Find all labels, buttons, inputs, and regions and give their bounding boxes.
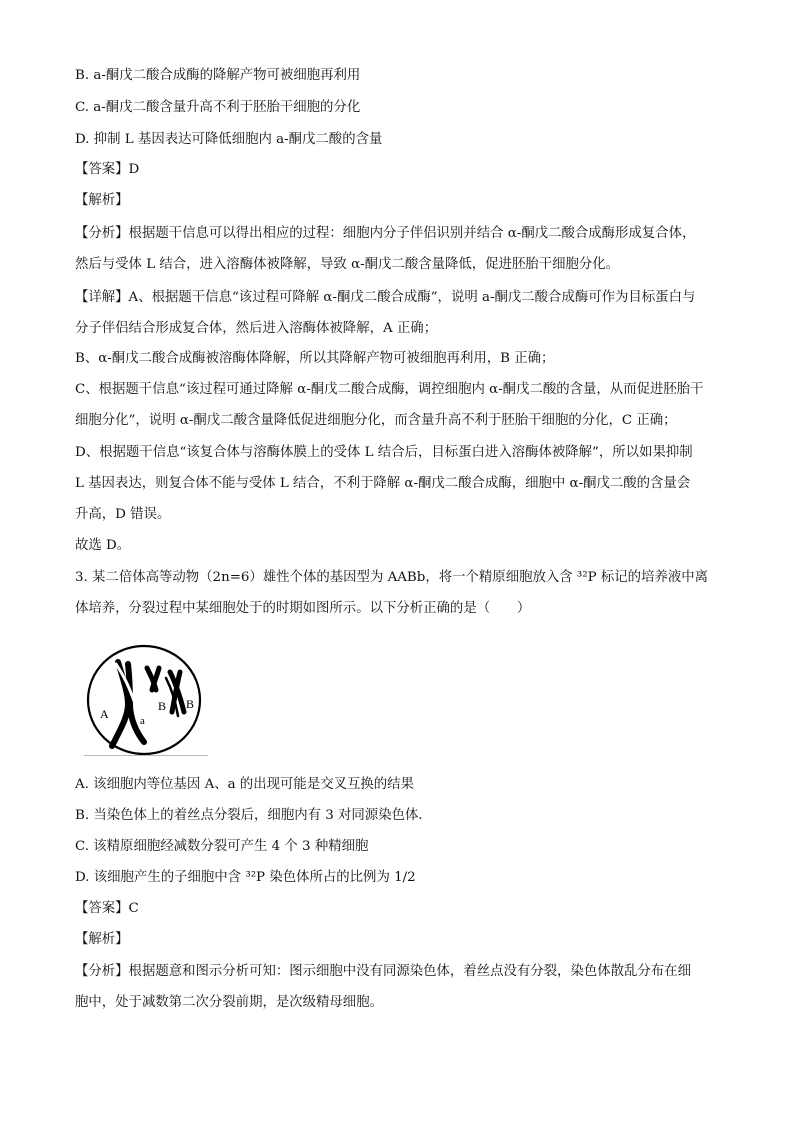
analysis-heading-q2: 【解析】 (75, 193, 129, 208)
option-b-prev: B. a-酮戊二酸合成酶的降解产物可被细胞再利用 (75, 68, 361, 83)
xiangjie-c-line2: 细胞分化”，说明 α-酮戊二酸含量降低促进细胞分化，而含量升高不利于胚胎干细胞的分化，C 正确； (75, 413, 677, 428)
right-chromosome (166, 672, 184, 716)
small-chromosome (147, 668, 159, 690)
label-A: A (100, 707, 109, 721)
xiangjie-d-line3: 升高，D 错误。 (75, 507, 171, 522)
q3-option-c: C. 该精原细胞经减数分裂可产生 4 个 3 种精细胞 (75, 839, 369, 854)
fenxi-q2-line2: 然后与受体 L 结合，进入溶酶体被降解，导致 α-酮戊二酸含量降低，促进胚胎干细胞分化。 (75, 257, 620, 272)
label-B-right: B (186, 697, 195, 711)
conclusion-q2: 故选 D。 (75, 538, 131, 553)
figure-baseline (84, 755, 208, 756)
q3-stem-line2: 体培养，分裂过程中某细胞处于的时期如图所示。以下分析正确的是（ ） (75, 601, 531, 616)
fenxi-q3-line1: 【分析】根据题意和图示分析可知：图示细胞中没有同源染色体，着丝点没有分裂，染色体散乱分布在细 (75, 964, 691, 979)
answer-q3: 【答案】C (75, 901, 139, 916)
q3-option-b: B. 当染色体上的着丝点分裂后，细胞内有 3 对同源染色体． (75, 808, 432, 823)
xiangjie-line2: 分子伴侣结合形成复合体，然后进入溶酶体被降解，A 正确； (75, 321, 438, 336)
label-a: a (140, 715, 145, 727)
xiangjie-d-line1: D、根据题干信息“该复合体与溶酶体膜上的受体 L 结合后，目标蛋白进入溶酶体被降解”，所以如果抑制 (75, 445, 693, 460)
label-B-left: B (158, 699, 167, 713)
q3-option-a: A. 该细胞内等位基因 A、a 的出现可能是交叉互换的结果 (75, 777, 414, 792)
xiangjie-d-line2: L 基因表达，则复合体不能与受体 L 结合，不利于降解 α-酮戊二酸合成酶，细胞中 α-酮戊二酸的含量会 (75, 476, 691, 491)
q3-stem-line1: 3. 某二倍体高等动物（2n=6）雄性个体的基因型为 AABb，将一个精原细胞放入含 ³²P 标记的培养液中离 (75, 570, 709, 585)
answer-q2: 【答案】D (75, 162, 140, 177)
fenxi-q2-line1: 【分析】根据题干信息可以得出相应的过程：细胞内分子伴侣识别并结合 α-酮戊二酸合成酶形成复合体， (75, 226, 696, 241)
xiangjie-c-line1: C、根据题干信息“该过程可通过降解 α-酮戊二酸合成酶，调控细胞内 α-酮戊二酸的含量，从而促进胚胎干 (75, 382, 704, 397)
option-c-prev: C. a-酮戊二酸含量升高不利于胚胎干细胞的分化 (75, 100, 361, 115)
analysis-heading-q3: 【解析】 (75, 932, 129, 947)
cell-diagram (84, 642, 214, 762)
option-d-prev: D. 抑制 L 基因表达可降低细胞内 a-酮戊二酸的含量 (75, 132, 383, 147)
xiangjie-b: B、α-酮戊二酸合成酶被溶酶体降解，所以其降解产物可被细胞再利用，B 正确； (75, 351, 555, 366)
q3-option-d: D. 该细胞产生的子细胞中含 ³²P 染色体所占的比例为 1/2 (75, 870, 416, 885)
fenxi-q3-line2: 胞中，处于减数第二次分裂前期，是次级精母细胞。 (75, 995, 383, 1010)
xiangjie-line1: 【详解】A、根据题干信息“该过程可降解 α-酮戊二酸合成酶”，说明 a-酮戊二酸合成酶可作为目标蛋白与 (75, 290, 696, 305)
large-chromosome (112, 662, 144, 746)
